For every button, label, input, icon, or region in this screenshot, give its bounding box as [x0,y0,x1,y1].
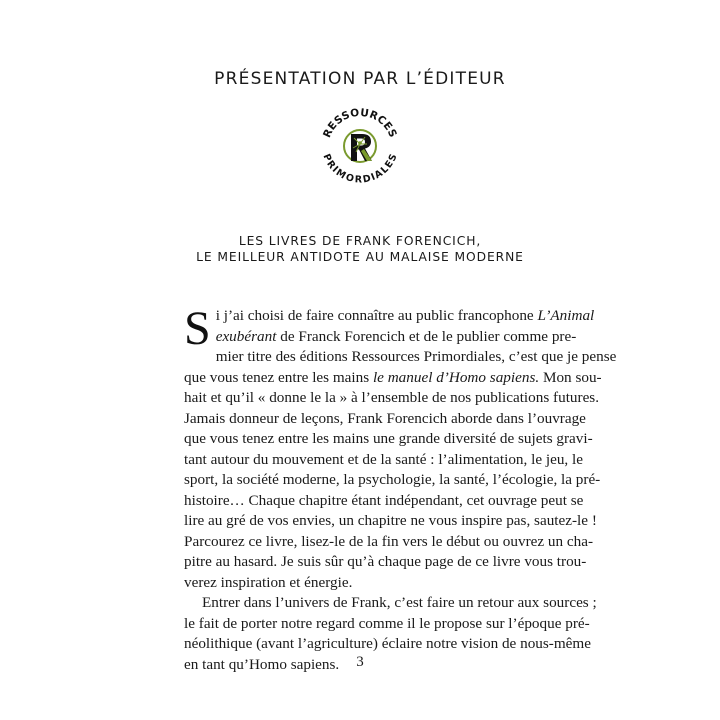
text-run: pitre au hasard. Je suis sûr qu’à chaque page de ce livre vous trou- [184,553,587,570]
text-line [184,388,600,409]
text-run: Entrer dans l’univers de Frank, c’est faire un retour aux sources ; [202,594,597,611]
text-line [184,470,601,491]
logo-bottom-text: PRIMORDIALES [320,152,400,186]
italic-text: exubérant [215,327,277,345]
text-run: mier titre des éditions Ressources Primordiales, c’est que je pense [215,348,617,365]
text-line [184,573,538,594]
italic-text: L’Animal [537,307,595,324]
subtitle-line-2: LE MEILLEUR ANTIDOTE AU MALAISE MODERNE [196,250,524,264]
text-run: le fait de porter notre regard comme il le propose sur l’époque pré- [184,614,590,632]
text-line [184,306,595,327]
text-run: Jamais donneur de leçons, Frank Forencich aborde dans l’ouvrage [184,409,586,427]
text-run: néolithique (avant l’agriculture) éclaire notre vision de nous-même [184,635,591,652]
svg-text:PRIMORDIALES [320,152,399,185]
text-line [184,532,594,553]
page-number: 3 [356,654,364,670]
text-run: que vous tenez entre les mains une grande diversité de sujets gravi- [184,430,593,447]
drop-cap: S [184,302,211,355]
text-run: lire au gré de vos envies, un chapitre ne vous inspire pas, sautez-le ! [184,512,597,529]
text-run: Mon sou- [539,368,602,386]
text-line [184,368,602,389]
body-lines [184,302,617,675]
text-line [184,511,597,532]
text-line [184,409,586,430]
text-line [184,552,587,573]
text-run: sport, la société moderne, la psychologie, la santé, l’écologie, la pré- [184,471,601,488]
text-line [184,429,593,450]
text-line [184,491,584,512]
italic-text: le manuel d’Homo sapiens. [372,368,540,386]
text-run: tant autour du mouvement et de la santé : l’alimentation, le jeu, le [184,450,583,468]
text-line [184,634,591,655]
text-run: i j’ai choisi de faire connaître au public francophone [215,307,538,324]
text-run: hait et qu’il « donne le la » à l’ensemble de nos publications futures. [184,389,600,406]
text-run: de Franck Forencich et de le publier comme pre- [276,327,577,345]
section-subtitle [0,233,720,265]
page-title: PRÉSENTATION PAR L’ÉDITEUR [214,69,506,90]
logo-top-text: RESSOURCES [321,106,399,140]
text-run: verez inspiration et énergie. [184,573,353,591]
text-run: histoire… Chaque chapitre étant indépendant, cet ouvrage peut se [184,491,584,509]
subtitle-line-1: LES LIVRES DE FRANK FORENCICH, [238,234,482,248]
publisher-logo [318,104,402,188]
text-line [184,593,597,614]
text-line [184,450,583,471]
text-line [184,327,577,348]
text-line [184,614,590,635]
text-run: en tant qu’Homo sapiens. [184,655,340,673]
text-run: que vous tenez entre les mains [184,368,373,386]
text-line [184,347,617,368]
text-run: Parcourez ce livre, lisez-le de la fin vers le début ou ouvrez un cha- [184,532,594,550]
ressources-primordiales-logo-icon [318,104,402,188]
body-text [184,302,617,675]
